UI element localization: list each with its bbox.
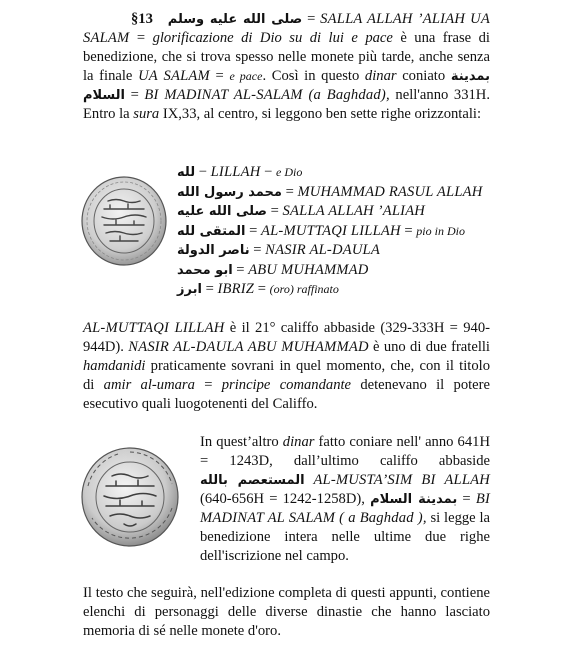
list-item: ابو محمد = ABU MUHAMMAD <box>177 261 369 278</box>
list-item: ابرز = IBRIZ = (oro) raffinato <box>177 281 339 297</box>
arabic-mustasim: المستعصم بالله <box>200 473 305 488</box>
list-item: المتقى لله = AL-MUTTAQI LILLAH = pio in Dio <box>177 222 465 239</box>
list-item: ناصر الدولة = NASIR AL-DAULA <box>177 242 380 258</box>
arabic-madinat: بمدينة السلام <box>83 69 490 103</box>
paragraph-intro: §13 صلى الله عليه وسلم = SALLA ALLAH ’ALIAH UA SALAM = glorificazione di Dio su di lui e pace è una frase di benedizione, che si trova spesso nelle monete più tarde, anche senza la finale UA SALAM = e pace. Così in questo dinar coniato بمدينة السلام = BI MADINAT AL-SALAM (a Baghdad), nell'anno 331H. Entro la sura IX,33, al centro, si leggono ben sette righe orizzontali: <box>83 11 490 122</box>
gloss-glorificazione: glorificazione di Dio su di lui e pace <box>152 30 393 46</box>
transliteration-madinat: BI MADINAT AL-SALAM (a Baghdad), <box>144 87 390 103</box>
list-item: محمد رسول الله = MUHAMMAD RASUL ALLAH <box>177 183 483 200</box>
coin-image-al-muttaqi <box>80 175 168 267</box>
arabic-salla: صلى الله عليه وسلم <box>167 12 303 27</box>
list-item: صلى الله عليه = SALLA ALLAH ’ALIAH <box>177 203 426 219</box>
list-item: لله − LILLAH − e Dio <box>177 164 303 180</box>
transliteration-salla: SALLA ALLAH ’ALIAH UA SALAM <box>83 11 490 46</box>
paragraph-closing: Il testo che seguirà, nell'edizione completa di questi appunti, contiene elenchi di personaggi delle diverse dinastie che hanno lasciato memoria di sé nelle monete d'oro. <box>83 585 490 639</box>
inscription-list <box>177 163 497 300</box>
paragraph-al-mustasim: In quest’altro dinar fatto coniare nell' anno 641H = 1243D, dall’ultimo califfo abbaside المستعصم بالله AL-MUSTA’SIM BI ALLAH (640-656H = 1242-1258D), بمدينة السلام = BI MADINAT AL SALAM ( a Baghdad ), si legge la benedizione intera nelle ultime due righe dell'iscrizione nel campo. <box>200 434 491 564</box>
coin-image-al-mustasim <box>80 446 180 548</box>
section-number: §13 <box>131 11 153 27</box>
paragraph-al-muttaqi: AL-MUTTAQI LILLAH è il 21° califfo abbaside (329-333H = 940-944D). NASIR AL-DAULA ABU MUHAMMAD è uno di due fratelli hamdanidi praticamente sovrani in quel momento, che, con il titolo di amir al-umara = principe comandante detenevano il potere esecutivo quali luogotenenti del Califfo. <box>83 320 490 412</box>
